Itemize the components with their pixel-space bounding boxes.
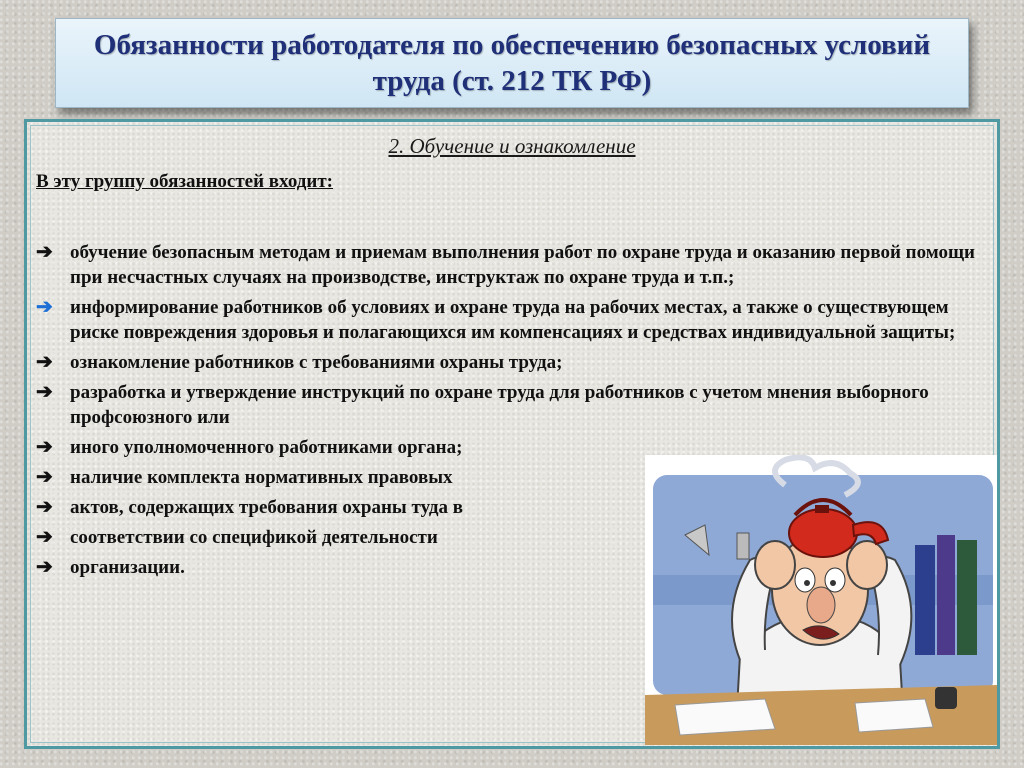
list-item bbox=[36, 350, 986, 375]
title-banner bbox=[55, 18, 969, 108]
cartoon-illustration bbox=[645, 455, 997, 745]
intro-text: В эту группу обязанностей входит: bbox=[36, 171, 333, 192]
arrow-right-icon: ➔ bbox=[36, 526, 53, 548]
list-item-text: соответствии со спецификой деятельности bbox=[70, 527, 438, 548]
arrow-right-icon: ➔ bbox=[36, 556, 53, 578]
arrow-right-icon: ➔ bbox=[36, 351, 53, 373]
arrow-right-icon: ➔ bbox=[36, 496, 53, 518]
slide-title: Обязанности работодателя по обеспечению безопасных условий труда (ст. 212 ТК РФ) bbox=[93, 29, 931, 97]
arrow-right-icon: ➔ bbox=[36, 381, 53, 403]
list-item-text: разработка и утверждение инструкций по охране труда для работников с учетом мнения выборного профсоюзного или bbox=[70, 382, 929, 428]
stressed-worker-illustration bbox=[645, 455, 997, 745]
list-item-text: организации. bbox=[70, 557, 185, 578]
list-item-text: ознакомление работников с требованиями охраны труда; bbox=[70, 352, 563, 373]
arrow-right-icon: ➔ bbox=[36, 436, 53, 458]
list-item bbox=[36, 295, 986, 345]
list-item-text: обучение безопасным методам и приемам выполнения работ по охране труда и оказанию первой помощи при несчастных случаях на производстве, инструктаж по охране труда и т.п.; bbox=[70, 242, 975, 288]
arrow-right-icon: ➔ bbox=[36, 466, 53, 488]
list-item-text: актов, содержащих требования охраны туда в bbox=[70, 497, 463, 518]
list-item bbox=[36, 380, 986, 430]
arrow-right-icon: ➔ bbox=[36, 296, 53, 318]
section-subtitle: 2. Обучение и ознакомление bbox=[388, 134, 636, 158]
arrow-right-icon: ➔ bbox=[36, 241, 53, 263]
list-item-text: иного уполномоченного работниками органа; bbox=[70, 437, 463, 458]
list-item-text: информирование работников об условиях и охране труда на рабочих местах, а также о существующем риске повреждения здоровья и полагающихся им компенсациях и средствах индивидуальной защиты; bbox=[70, 297, 956, 343]
list-item-text: наличие комплекта нормативных правовых bbox=[70, 467, 453, 488]
list-item bbox=[36, 240, 986, 290]
